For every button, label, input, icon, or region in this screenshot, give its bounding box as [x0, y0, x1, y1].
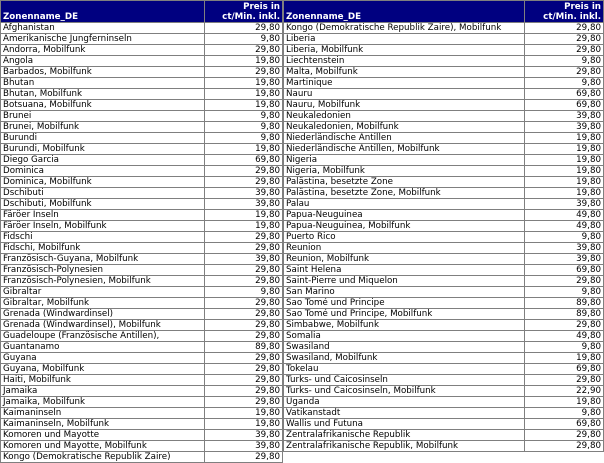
zone-name-cell: Gibraltar	[1, 287, 205, 298]
zone-name-cell: Guantanamo	[1, 342, 205, 353]
price-cell: 29,80	[205, 386, 283, 397]
table-row	[1, 122, 283, 133]
price-cell: 69,80	[525, 419, 604, 430]
zone-name-header: Zonenname_DE	[284, 1, 525, 23]
table-row	[1, 188, 283, 199]
price-cell: 19,80	[205, 100, 283, 111]
zone-name-cell: Amerikanische Jungferninseln	[1, 34, 205, 45]
price-cell: 69,80	[525, 364, 604, 375]
zone-name-cell: Komoren und Mayotte	[1, 430, 205, 441]
zone-name-cell: Liechtenstein	[284, 56, 525, 67]
table-row	[284, 353, 604, 364]
zone-name-cell: Sao Tomé und Principe	[284, 298, 525, 309]
table-row	[284, 56, 604, 67]
zone-name-cell: Nauru	[284, 89, 525, 100]
table-row	[1, 386, 283, 397]
table-row	[284, 111, 604, 122]
zone-name-cell: Turks- und Caicosinseln, Mobilfunk	[284, 386, 525, 397]
zone-name-cell: Dominica, Mobilfunk	[1, 177, 205, 188]
price-cell: 29,80	[205, 364, 283, 375]
price-cell: 69,80	[525, 89, 604, 100]
price-cell: 19,80	[525, 155, 604, 166]
table-row	[284, 386, 604, 397]
table-body-right	[284, 23, 604, 452]
zone-name-cell: Burundi	[1, 133, 205, 144]
table-row	[284, 331, 604, 342]
zone-name-cell: Färöer Inseln, Mobilfunk	[1, 221, 205, 232]
zone-name-cell: Guyana	[1, 353, 205, 364]
table-row	[284, 364, 604, 375]
table-row	[284, 375, 604, 386]
price-cell: 29,80	[525, 34, 604, 45]
price-cell: 29,80	[205, 320, 283, 331]
price-cell: 29,80	[525, 67, 604, 78]
price-cell: 19,80	[205, 78, 283, 89]
zone-name-cell: Fidschi, Mobilfunk	[1, 243, 205, 254]
table-row	[1, 177, 283, 188]
zone-name-cell: Komoren und Mayotte, Mobilfunk	[1, 441, 205, 452]
price-cell: 19,80	[525, 177, 604, 188]
zone-name-cell: Andorra, Mobilfunk	[1, 45, 205, 56]
price-cell: 39,80	[525, 122, 604, 133]
zone-name-cell: Jamaika	[1, 386, 205, 397]
table-row	[1, 419, 283, 430]
zone-name-cell: Liberia	[284, 34, 525, 45]
price-cell: 29,80	[525, 320, 604, 331]
zone-name-cell: Palau	[284, 199, 525, 210]
zone-name-cell: Dschibuti	[1, 188, 205, 199]
price-cell: 39,80	[205, 430, 283, 441]
zone-name-cell: Niederländische Antillen, Mobilfunk	[284, 144, 525, 155]
table-row	[1, 452, 283, 463]
zone-name-cell: Puerto Rico	[284, 232, 525, 243]
zone-name-cell: Bhutan, Mobilfunk	[1, 89, 205, 100]
zone-name-cell: Diego Garcia	[1, 155, 205, 166]
price-cell: 29,80	[205, 23, 283, 34]
zone-name-cell: Guadeloupe (Französische Antillen),	[1, 331, 205, 342]
table-row	[1, 353, 283, 364]
zone-name-cell: Niederländische Antillen	[284, 133, 525, 144]
zone-name-cell: Kongo (Demokratische Republik Zaire)	[1, 452, 205, 463]
table-row	[284, 89, 604, 100]
zone-name-cell: Sao Tomé und Principe, Mobilfunk	[284, 309, 525, 320]
price-cell: 19,80	[525, 166, 604, 177]
zone-name-cell: Dschibuti, Mobilfunk	[1, 199, 205, 210]
zone-name-cell: Turks- und Caicosinseln	[284, 375, 525, 386]
table-row	[1, 441, 283, 452]
table-row	[284, 309, 604, 320]
zone-name-cell: Kaimaninseln	[1, 408, 205, 419]
table-row	[284, 188, 604, 199]
table-row	[284, 177, 604, 188]
price-cell: 29,80	[205, 298, 283, 309]
zone-name-cell: Zentralafrikanische Republik	[284, 430, 525, 441]
table-row	[284, 166, 604, 177]
zone-name-cell: Nauru, Mobilfunk	[284, 100, 525, 111]
price-cell: 39,80	[205, 254, 283, 265]
table-row	[284, 155, 604, 166]
table-row	[284, 298, 604, 309]
price-cell: 89,80	[525, 298, 604, 309]
table-row	[284, 199, 604, 210]
price-cell: 9,80	[525, 287, 604, 298]
zone-name-cell: Liberia, Mobilfunk	[284, 45, 525, 56]
zone-name-cell: Reunion, Mobilfunk	[284, 254, 525, 265]
table-row	[284, 320, 604, 331]
zone-name-cell: Barbados, Mobilfunk	[1, 67, 205, 78]
table-row	[1, 210, 283, 221]
table-row	[1, 309, 283, 320]
zone-name-cell: Kongo (Demokratische Republik Zaire), Mobilfunk	[284, 23, 525, 34]
zone-name-cell: Gibraltar, Mobilfunk	[1, 298, 205, 309]
table-row	[1, 166, 283, 177]
price-cell: 9,80	[525, 232, 604, 243]
zone-name-cell: Burundi, Mobilfunk	[1, 144, 205, 155]
price-header	[525, 1, 604, 23]
zone-name-cell: Nigeria	[284, 155, 525, 166]
zone-name-cell: Dominica	[1, 166, 205, 177]
price-cell: 69,80	[525, 265, 604, 276]
price-cell: 49,80	[525, 210, 604, 221]
table-row	[284, 67, 604, 78]
price-cell: 89,80	[205, 342, 283, 353]
price-cell: 29,80	[525, 45, 604, 56]
table-row	[284, 254, 604, 265]
price-cell: 29,80	[525, 441, 604, 452]
zone-name-cell: Simbabwe, Mobilfunk	[284, 320, 525, 331]
price-cell: 9,80	[525, 56, 604, 67]
zone-name-cell: Malta, Mobilfunk	[284, 67, 525, 78]
zone-name-cell: Papua-Neuguinea	[284, 210, 525, 221]
price-cell: 29,80	[205, 397, 283, 408]
price-cell: 29,80	[205, 331, 283, 342]
zone-name-cell: Swasiland	[284, 342, 525, 353]
zone-name-cell: Zentralafrikanische Republik, Mobilfunk	[284, 441, 525, 452]
price-cell: 39,80	[525, 243, 604, 254]
table-row	[1, 408, 283, 419]
table-row	[284, 100, 604, 111]
table-row	[1, 100, 283, 111]
price-cell: 29,80	[205, 166, 283, 177]
price-cell: 69,80	[525, 100, 604, 111]
zone-name-cell: San Marino	[284, 287, 525, 298]
table-row	[1, 78, 283, 89]
zone-name-cell: Brunei	[1, 111, 205, 122]
zone-name-cell: Neukaledonien, Mobilfunk	[284, 122, 525, 133]
zone-name-cell: Fidschi	[1, 232, 205, 243]
zone-name-cell: Nigeria, Mobilfunk	[284, 166, 525, 177]
price-header-line2: ct/Min. inkl.	[543, 11, 601, 22]
table-row	[1, 111, 283, 122]
table-row	[284, 45, 604, 56]
price-cell: 19,80	[205, 221, 283, 232]
zone-name-cell: Tokelau	[284, 364, 525, 375]
table-row	[284, 419, 604, 430]
price-cell: 39,80	[525, 199, 604, 210]
zone-name-cell: Brunei, Mobilfunk	[1, 122, 205, 133]
table-row	[1, 243, 283, 254]
price-cell: 29,80	[205, 177, 283, 188]
zone-name-cell: Guyana, Mobilfunk	[1, 364, 205, 375]
price-cell: 29,80	[525, 276, 604, 287]
price-cell: 29,80	[205, 353, 283, 364]
table-row	[1, 155, 283, 166]
price-cell: 69,80	[205, 155, 283, 166]
table-row	[284, 265, 604, 276]
zone-name-cell: Jamaika, Mobilfunk	[1, 397, 205, 408]
price-cell: 49,80	[525, 221, 604, 232]
price-cell: 9,80	[205, 34, 283, 45]
price-cell: 19,80	[205, 89, 283, 100]
price-cell: 22,90	[525, 386, 604, 397]
price-cell: 29,80	[205, 45, 283, 56]
table-row	[1, 254, 283, 265]
price-cell: 39,80	[525, 111, 604, 122]
zone-name-cell: Saint-Pierre und Miquelon	[284, 276, 525, 287]
price-cell: 29,80	[205, 452, 283, 463]
price-cell: 49,80	[525, 331, 604, 342]
table-row	[284, 78, 604, 89]
price-cell: 9,80	[525, 342, 604, 353]
price-cell: 89,80	[525, 309, 604, 320]
table-row	[1, 34, 283, 45]
table-row	[1, 232, 283, 243]
table-row	[1, 265, 283, 276]
zone-name-cell: Vatikanstadt	[284, 408, 525, 419]
table-row	[1, 397, 283, 408]
zone-name-cell: Wallis und Futuna	[284, 419, 525, 430]
price-cell: 9,80	[205, 122, 283, 133]
price-cell: 9,80	[205, 133, 283, 144]
price-cell: 19,80	[525, 353, 604, 364]
zone-name-cell: Französisch-Guyana, Mobilfunk	[1, 254, 205, 265]
price-cell: 19,80	[525, 144, 604, 155]
price-header	[205, 1, 283, 23]
zone-name-cell: Bhutan	[1, 78, 205, 89]
price-cell: 19,80	[525, 133, 604, 144]
price-cell: 39,80	[525, 254, 604, 265]
zone-name-cell: Palästina, besetzte Zone	[284, 177, 525, 188]
table-row	[1, 199, 283, 210]
table-row	[284, 287, 604, 298]
table-body-left	[1, 23, 283, 463]
table-row	[1, 45, 283, 56]
table-row	[1, 67, 283, 78]
zone-name-cell: Grenada (Windwardinsel), Mobilfunk	[1, 320, 205, 331]
price-cell: 9,80	[205, 287, 283, 298]
price-cell: 29,80	[205, 375, 283, 386]
price-cell: 29,80	[525, 375, 604, 386]
table-row	[284, 34, 604, 45]
tariff-table-right	[283, 0, 604, 452]
table-row	[1, 375, 283, 386]
price-cell: 29,80	[205, 67, 283, 78]
table-row	[1, 430, 283, 441]
price-cell: 29,80	[525, 23, 604, 34]
zone-name-cell: Uganda	[284, 397, 525, 408]
zone-name-cell: Kaimaninseln, Mobilfunk	[1, 419, 205, 430]
price-cell: 19,80	[205, 144, 283, 155]
table-row	[1, 56, 283, 67]
tariff-table-left	[0, 0, 283, 463]
price-cell: 19,80	[205, 56, 283, 67]
table-row	[284, 408, 604, 419]
zone-name-cell: Angola	[1, 56, 205, 67]
price-cell: 39,80	[205, 441, 283, 452]
table-row	[1, 364, 283, 375]
table-row	[284, 397, 604, 408]
price-cell: 29,80	[205, 265, 283, 276]
table-row	[1, 23, 283, 34]
price-cell: 29,80	[205, 276, 283, 287]
table-row	[1, 298, 283, 309]
zone-name-cell: Palästina, besetzte Zone, Mobilfunk	[284, 188, 525, 199]
table-row	[1, 89, 283, 100]
header-row	[284, 1, 604, 23]
price-cell: 19,80	[205, 408, 283, 419]
table-row	[284, 441, 604, 452]
table-row	[1, 144, 283, 155]
price-cell: 9,80	[525, 78, 604, 89]
table-row	[1, 276, 283, 287]
price-header-line2: ct/Min. inkl.	[222, 11, 280, 22]
table-row	[1, 320, 283, 331]
price-cell: 19,80	[525, 188, 604, 199]
table-row	[284, 133, 604, 144]
table-row	[284, 276, 604, 287]
table-row	[284, 210, 604, 221]
price-cell: 29,80	[205, 309, 283, 320]
table-row	[284, 122, 604, 133]
price-header-line1: Preis in	[243, 1, 280, 12]
zone-name-cell: Neukaledonien	[284, 111, 525, 122]
table-row	[1, 133, 283, 144]
table-row	[284, 243, 604, 254]
price-cell: 9,80	[205, 111, 283, 122]
price-header-line1: Preis in	[564, 1, 601, 12]
zone-name-cell: Swasiland, Mobilfunk	[284, 353, 525, 364]
price-cell: 39,80	[205, 188, 283, 199]
zone-name-cell: Botsuana, Mobilfunk	[1, 100, 205, 111]
price-cell: 19,80	[205, 210, 283, 221]
table-row	[1, 221, 283, 232]
table-row	[284, 232, 604, 243]
zone-name-cell: Martinique	[284, 78, 525, 89]
zone-name-cell: Französisch-Polynesien	[1, 265, 205, 276]
zone-name-header: Zonenname_DE	[1, 1, 205, 23]
zone-name-cell: Afghanistan	[1, 23, 205, 34]
table-row	[284, 221, 604, 232]
table-row	[284, 144, 604, 155]
table-row	[1, 287, 283, 298]
zone-name-cell: Grenada (Windwardinsel)	[1, 309, 205, 320]
table-row	[284, 430, 604, 441]
header-row	[1, 1, 283, 23]
price-cell: 19,80	[525, 397, 604, 408]
zone-name-cell: Somalia	[284, 331, 525, 342]
table-row	[284, 342, 604, 353]
price-cell: 29,80	[525, 430, 604, 441]
price-cell: 9,80	[525, 408, 604, 419]
zone-name-cell: Färöer Inseln	[1, 210, 205, 221]
zone-name-cell: Papua-Neuguinea, Mobilfunk	[284, 221, 525, 232]
price-cell: 29,80	[205, 243, 283, 254]
table-row	[1, 342, 283, 353]
zone-name-cell: Saint Helena	[284, 265, 525, 276]
price-cell: 29,80	[205, 232, 283, 243]
zone-name-cell: Französisch-Polynesien, Mobilfunk	[1, 276, 205, 287]
zone-name-cell: Reunion	[284, 243, 525, 254]
price-cell: 39,80	[205, 199, 283, 210]
table-row	[1, 331, 283, 342]
table-row	[284, 23, 604, 34]
price-cell: 19,80	[205, 419, 283, 430]
zone-name-cell: Haiti, Mobilfunk	[1, 375, 205, 386]
